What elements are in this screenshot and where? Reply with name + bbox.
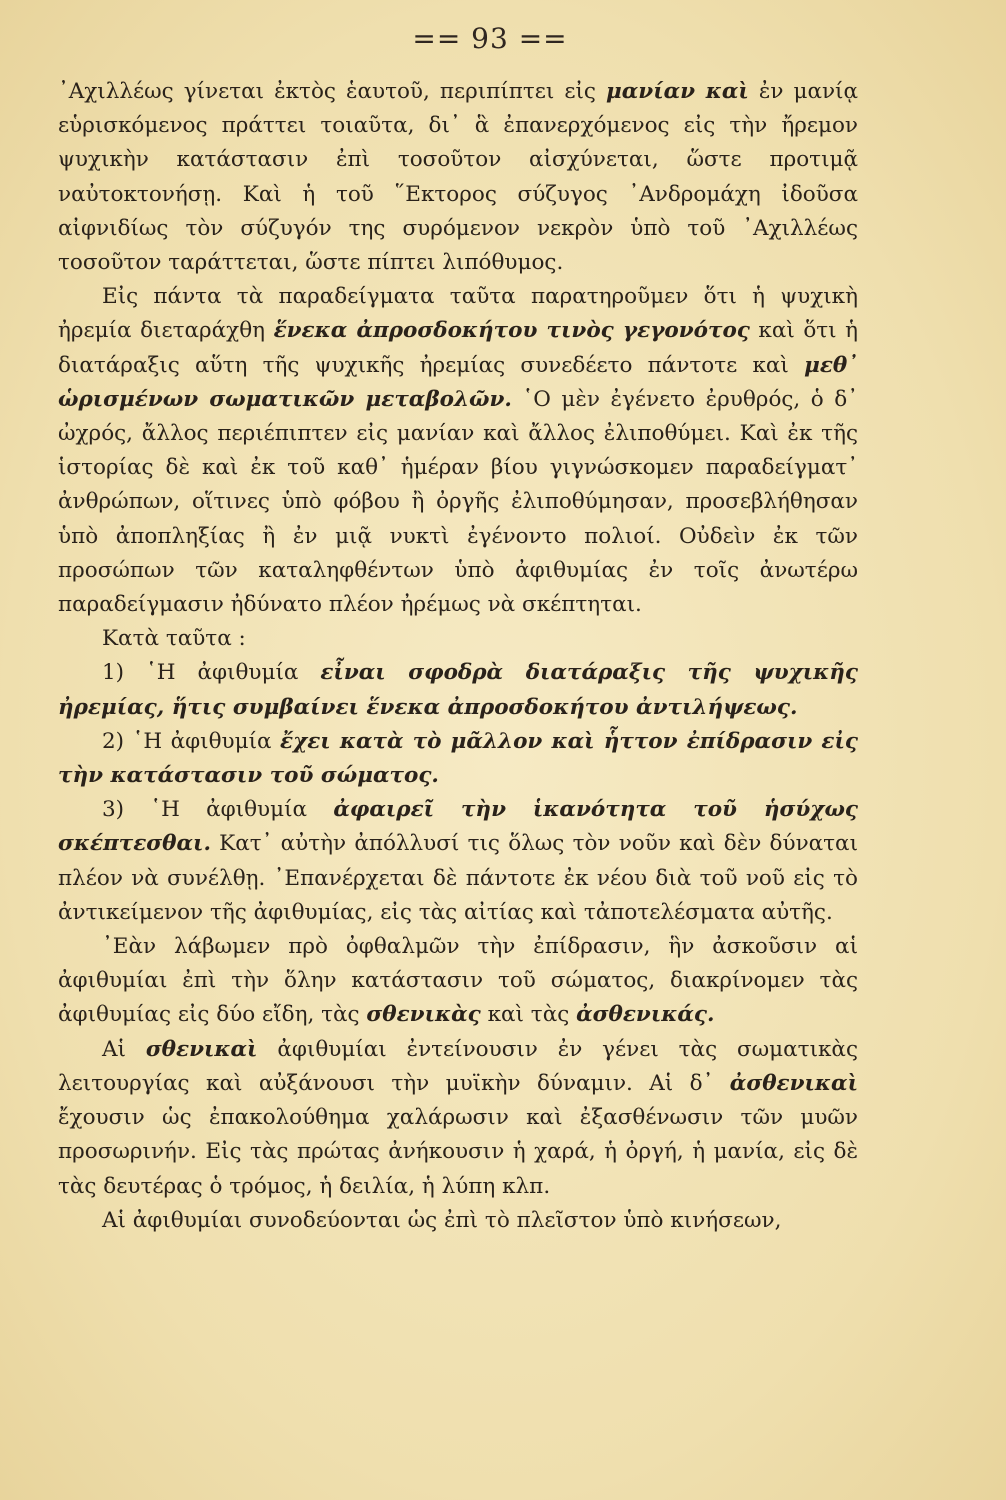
text-run: ἔχουσιν ὡς ἐπακολούθημα χαλάρωσιν καὶ ἐξασθένωσιν τῶν μυῶν προσωρινήν. Εἰς τὰς πρώτας ἀνήκουσιν ἡ χαρά, ἡ ὀργή, ἡ μανία, εἰς δὲ τὰς δευτέρας ὁ τρόμος, ἡ δειλία, ἡ λύπη κλπ. xyxy=(58,1105,858,1199)
paragraph xyxy=(58,1033,858,1204)
text-run: Αἱ ἀφιθυμίαι συνοδεύονται ὡς ἐπὶ τὸ πλεῖστον ὑπὸ κινήσεων, xyxy=(102,1207,782,1233)
text-run: 3) ῾Η ἀφιθυμία xyxy=(102,797,334,823)
text-run: ῾Ο μὲν ἐγένετο ἐρυθρός, ὁ δ᾿ ὠχρός, ἄλλος περιέπιπτεν εἰς μανίαν καὶ ἄλλος ἐλιποθύμει. Καὶ ἐκ τῆς ἱστορίας δὲ καὶ ἐκ τοῦ καθ᾿ ἡμέραν βίου γιγνώσκομεν παραδείγματ᾿ ἀνθρώπων, οἵτινες ὑπὸ φόβου ἢ ὀργῆς ἐλιποθύμησαν, προσεβλήθησαν ὑπὸ ἀποπληξίας ἢ ἐν μιᾷ νυκτὶ ἐγένοντο πολιοί. Οὐδεὶν ἐκ τῶν προσώπων τῶν καταληφθέντων ὑπὸ ἀφιθυμίας ἐν τοῖς ἀνωτέρω παραδείγμασιν ἠδύνατο πλέον ἠρέμως νὰ σκέπτηται. xyxy=(58,386,858,618)
text-run: καὶ τὰς xyxy=(480,1002,577,1028)
emphasis-text: ἀφαιρεῖ τὴν ἱκανότητα τοῦ ἡσύχως σκέπτεσθαι. xyxy=(58,797,859,857)
text-run: ᾿Εὰν λάβωμεν πρὸ ὀφθαλμῶν τὴν ἐπίδρασιν, ἣν ἀσκοῦσιν αἱ ἀφιθυμίαι ἐπὶ τὴν ὅλην κατάστασιν τοῦ σώματος, διακρίνομεν τὰς ἀφιθυμίας εἰς δύο εἴδη, τὰς xyxy=(58,934,858,1028)
paragraph xyxy=(58,75,858,280)
emphasis-text: ἕνεκα ἀπροσδοκήτου τινὸς γεγονότος xyxy=(273,318,750,344)
emphasis-text: ἀσθενικαὶ xyxy=(729,1070,858,1096)
paragraph xyxy=(58,1204,858,1238)
text-run: Κατ᾿ αὐτὴν ἀπόλλυσί τις ὅλως τὸν νοῦν καὶ δὲν δύναται πλέον νὰ συνέλθῃ. ᾿Επανέρχεται δὲ πάντοτε ἐκ νέου διὰ τοῦ νοῦ εἰς τὸ ἀντικείμενον τῆς ἀφιθυμίας, εἰς τὰς αἰτίας καὶ τἀποτελέσματα αὐτῆς. xyxy=(58,831,858,925)
book-page xyxy=(58,0,858,1500)
text-run: ἀφιθυμίαι ἐντείνουσιν ἐν γένει τὰς σωματικὰς λειτουργίας καὶ αὐξάνουσι τὴν μυϊκὴν δύναμιν. Αἱ δ᾿ xyxy=(58,1036,858,1096)
text-run: ᾿Αχιλλέως γίνεται ἐκτὸς ἑαυτοῦ, περιπίπτει εἰς xyxy=(58,79,606,104)
paragraph xyxy=(58,793,858,930)
body-text xyxy=(58,75,858,1238)
paragraph xyxy=(58,280,858,622)
emphasis-text: μανίαν καὶ xyxy=(606,79,749,104)
paragraph xyxy=(58,656,858,724)
paragraph xyxy=(58,725,858,793)
text-run: Εἰς πάντα τὰ παραδείγματα ταῦτα παρατηροῦμεν ὅτι ἡ ψυχικὴ ἠρεμία διεταράχθη xyxy=(58,284,858,344)
emphasis-text: σθενικὰς xyxy=(366,1002,481,1028)
emphasis-text: σθενικαὶ xyxy=(145,1036,258,1062)
text-run: 2) ῾Η ἀφιθυμία xyxy=(102,728,281,754)
text-run: ἐν μανίᾳ εὑρισκόμενος πράττει τοιαῦτα, δι᾿ ἃ ἐπανερχόμενος εἰς τὴν ἤρεμον ψυχικὴν κατάστασιν ἐπὶ τοσοῦτον αἰσχύνεται, ὥστε προτιμᾷ ναὐτοκτονήσῃ. Καὶ ἡ τοῦ ῞Εκτορος σύζυγος ᾿Ανδρομάχη ἰδοῦσα αἰφνιδίως τὸν σύζυγόν της συρόμενον νεκρὸν ὑπὸ τοῦ ᾿Αχιλλέως τοσοῦτον ταράττεται, ὥστε πίπτει λιπόθυμος. xyxy=(58,79,858,276)
emphasis-text: μεθ᾿ ὡρισμένων σωματικῶν μεταβολῶν. xyxy=(58,352,858,412)
emphasis-text: ἔχει κατὰ τὸ μᾶλλον καὶ ἧττον ἐπίδρασιν εἰς τὴν κατάστασιν τοῦ σώματος. xyxy=(58,728,858,789)
text-run: Αἱ xyxy=(102,1036,146,1062)
text-run: καὶ ὅτι ἡ διατάραξις αὕτη τῆς ψυχικῆς ἠρεμίας συνεδέετο πάντοτε καὶ xyxy=(58,318,858,378)
paragraph xyxy=(58,622,858,656)
page-number: == 93 == xyxy=(412,22,568,55)
text-run: 1) ῾Η ἀφιθυμία xyxy=(102,660,321,686)
emphasis-text: εἶναι σφοδρὰ διατάραξις τῆς ψυχικῆς ἠρεμίας, ἥτις συμβαίνει ἕνεκα ἀπροσδοκήτου ἀντιλήψεως. xyxy=(58,660,858,720)
paragraph xyxy=(58,930,858,1033)
text-run: Κατὰ ταῦτα : xyxy=(102,626,246,652)
emphasis-text: ἀσθενικάς. xyxy=(576,1002,715,1028)
